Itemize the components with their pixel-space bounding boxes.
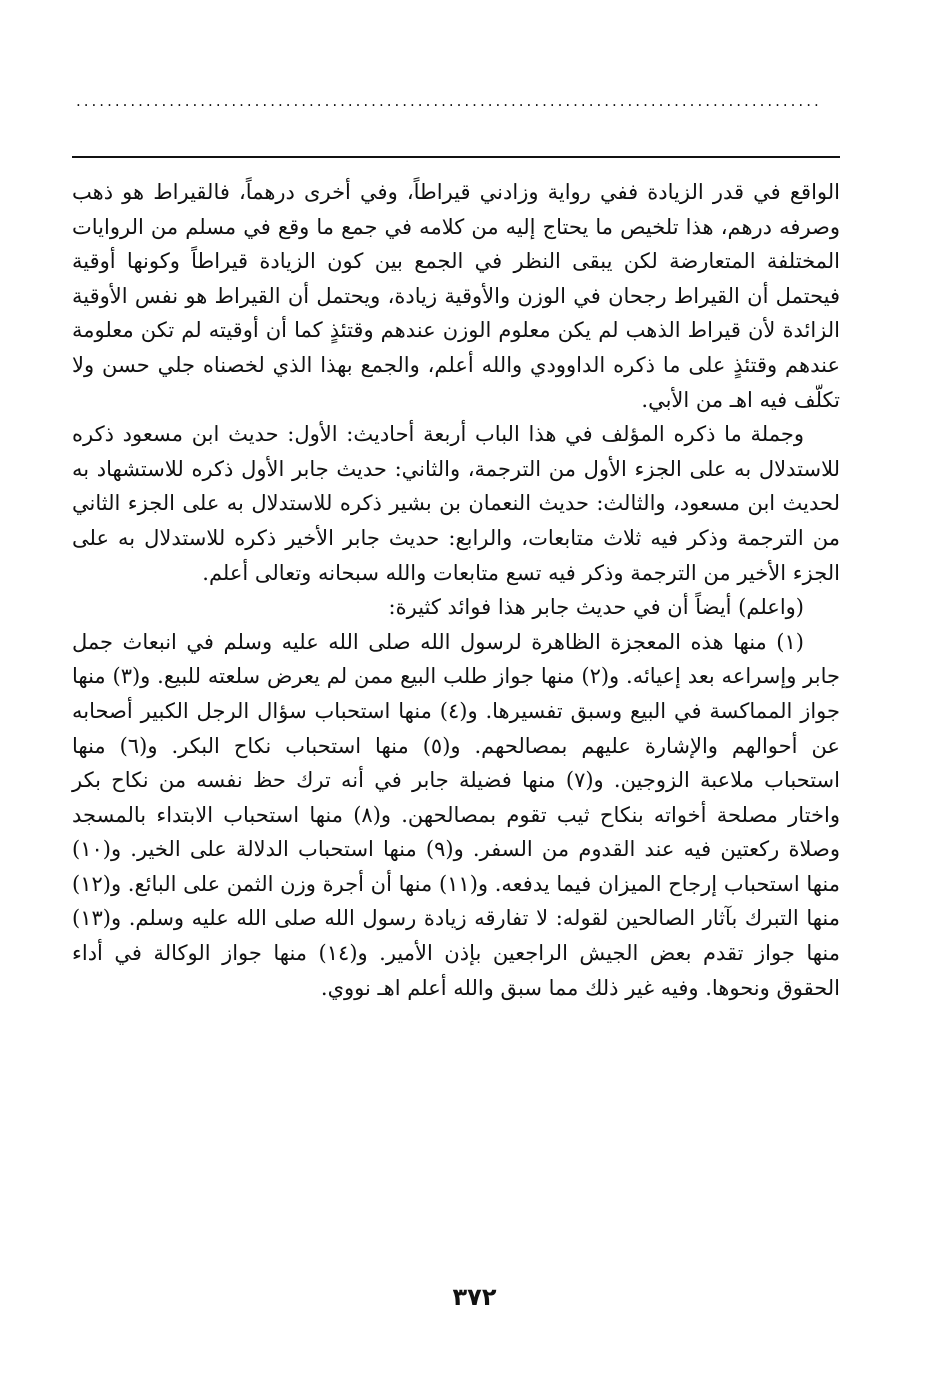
header-rule [72,156,840,158]
header-dotted-line: ................................................................................................ [76,96,822,106]
paragraph-2: وجملة ما ذكره المؤلف في هذا الباب أربعة أحاديث: الأول: حديث ابن مسعود ذكره للاستدلال به على الجزء الأول من الترجمة، والثاني: حديث جابر الأول ذكره للاستشهاد به لحديث ابن مسعود، والثالث: حديث النعمان بن بشير ذكره للاستدلال به على الجزء الثاني من الترجمة وذكر فيه ثلاث متابعات، والرابع: حديث جابر الأخير ذكره للاستدلال به على الجزء الأخير من الترجمة وذكر فيه تسع متابعات والله سبحانه وتعالى أعلم. [72,422,840,585]
page-body [72,175,840,1005]
paragraph-3: (واعلم) أيضاً أن في حديث جابر هذا فوائد كثيرة: [388,595,804,620]
paragraph-1: الواقع في قدر الزيادة ففي رواية وزادني قيراطاً، وفي أخرى درهماً، فالقيراط هو ذهب وصرفه درهم، هذا تلخيص ما يحتاج إليه من كلامه في جمع ما وقع في مسلم من الروايات المختلفة المتعارضة لكن يبقى النظر في الجمع بين كون الزيادة قيراطاً وكونها أوقية فيحتمل أن القيراط رجحان في الوزن والأوقية زيادة، ويحتمل أن القيراط هو نفس الأوقية الزائدة لأن قيراط الذهب لم يكن معلوم الوزن عندهم وقتئذٍ كما أن أوقيته لم تكن معلومة عندهم وقتئذٍ على ما ذكره الداوودي والله أعلم، والجمع بهذا الذي لخصناه جلي حسن ولا تكلّف فيه اهـ من الأبي. [72,180,840,412]
paragraph-4: (١) منها هذه المعجزة الظاهرة لرسول الله صلى الله عليه وسلم في انبعاث جمل جابر وإسراعه بعد إعيائه. و(٢) منها جواز طلب البيع ممن لم يعرض سلعته للبيع. و(٣) منها جواز المماكسة في البيع وسبق تفسيرها. و(٤) منها استحباب سؤال الرجل الكبير أصحابه عن أحوالهم والإشارة عليهم بمصالحهم. و(٥) منها استحباب نكاح البكر. و(٦) منها استحباب ملاعبة الزوجين. و(٧) منها فضيلة جابر في أنه ترك حظ نفسه من نكاح بكر واختار مصلحة أخواته بنكاح ثيب تقوم بمصالحهن. و(٨) منها استحباب الابتداء بالمسجد وصلاة ركعتين فيه عند القدوم من السفر. و(٩) منها استحباب الدلالة على الخير. و(١٠) منها استحباب إرجاح الميزان فيما يدفعه. و(١١) منها أن أجرة وزن الثمن على البائع. و(١٢) منها التبرك بآثار الصالحين لقوله: لا تفارقه زيادة رسول الله صلى الله عليه وسلم. و(١٣) منها جواز تقدم بعض الجيش الراجعين بإذن الأمير. و(١٤) منها جواز الوكالة في أداء الحقوق ونحوها. وفيه غير ذلك مما سبق والله أعلم اهـ نووي. [72,629,840,1000]
page-number: ٣٧٢ [452,1283,497,1311]
